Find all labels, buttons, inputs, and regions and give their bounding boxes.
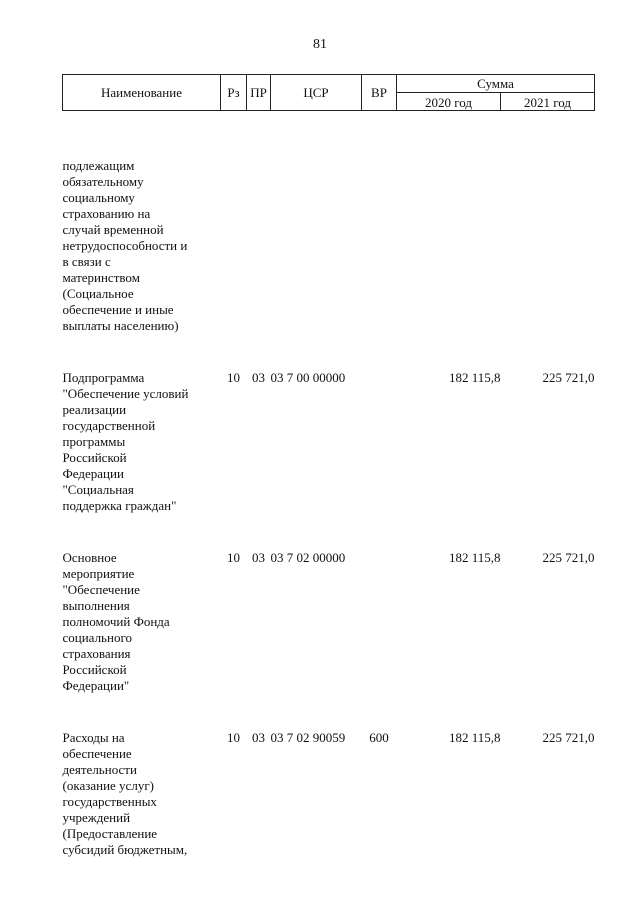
cell-pr: 03	[252, 550, 265, 565]
cell-vr	[362, 370, 397, 514]
table-row	[63, 730, 595, 858]
row-spacer	[63, 334, 595, 370]
header-csr: ЦСР	[271, 75, 362, 111]
cell-vr: 600	[369, 730, 389, 745]
row-spacer	[63, 694, 595, 730]
header-year-2021: 2021 год	[501, 93, 595, 111]
cell-rz: 10	[227, 550, 240, 565]
cell-2021: 225 721,0	[542, 730, 595, 745]
cell-2020: 182 115,8	[448, 730, 501, 745]
cell-pr: 03	[252, 730, 265, 745]
cell-2020: 182 115,8	[448, 370, 501, 385]
cell-rz: 10	[227, 730, 240, 745]
table-row	[63, 550, 595, 694]
header-name: Наименование	[63, 75, 221, 111]
header-vr: ВР	[362, 75, 397, 111]
cell-csr: 03 7 02 90059	[270, 730, 346, 745]
table-row	[63, 370, 595, 514]
cell-rz	[221, 111, 247, 335]
cell-vr	[362, 111, 397, 335]
cell-csr	[271, 111, 362, 335]
cell-rz: 10	[227, 370, 240, 385]
cell-name: Основное мероприятие "Обеспечение выполнения полномочий Фонда социального страхования Российской Федерации"	[62, 550, 170, 693]
cell-2021: 225 721,0	[542, 550, 595, 565]
cell-2020	[397, 111, 501, 335]
cell-pr	[247, 111, 271, 335]
cell-2020: 182 115,8	[448, 550, 501, 565]
cell-2021: 225 721,0	[542, 370, 595, 385]
table-row	[63, 111, 595, 335]
cell-csr: 03 7 00 00000	[270, 370, 346, 385]
row-spacer	[63, 514, 595, 550]
cell-name: Подпрограмма "Обеспечение условий реализации государственной программы Российской Федерации "Социальная поддержка граждан"	[62, 370, 189, 513]
cell-2021	[501, 111, 595, 335]
budget-table	[62, 74, 595, 858]
header-pr: ПР	[247, 75, 271, 111]
header-summa: Сумма	[397, 75, 595, 93]
cell-pr: 03	[252, 370, 265, 385]
header-rz: Рз	[221, 75, 247, 111]
cell-name: подлежащим обязательному социальному страхованию на случай временной нетрудоспособности и в связи с материнством (Социальное обеспечение и иные выплаты населению)	[62, 158, 188, 333]
cell-csr: 03 7 02 00000	[270, 550, 346, 565]
cell-name: Расходы на обеспечение деятельности (оказание услуг) государственных учреждений (Предоставление субсидий бюджетным,	[62, 730, 188, 857]
cell-vr	[362, 550, 397, 694]
table-header	[63, 75, 595, 111]
page-number: 81	[313, 37, 327, 52]
header-year-2020: 2020 год	[397, 93, 501, 111]
